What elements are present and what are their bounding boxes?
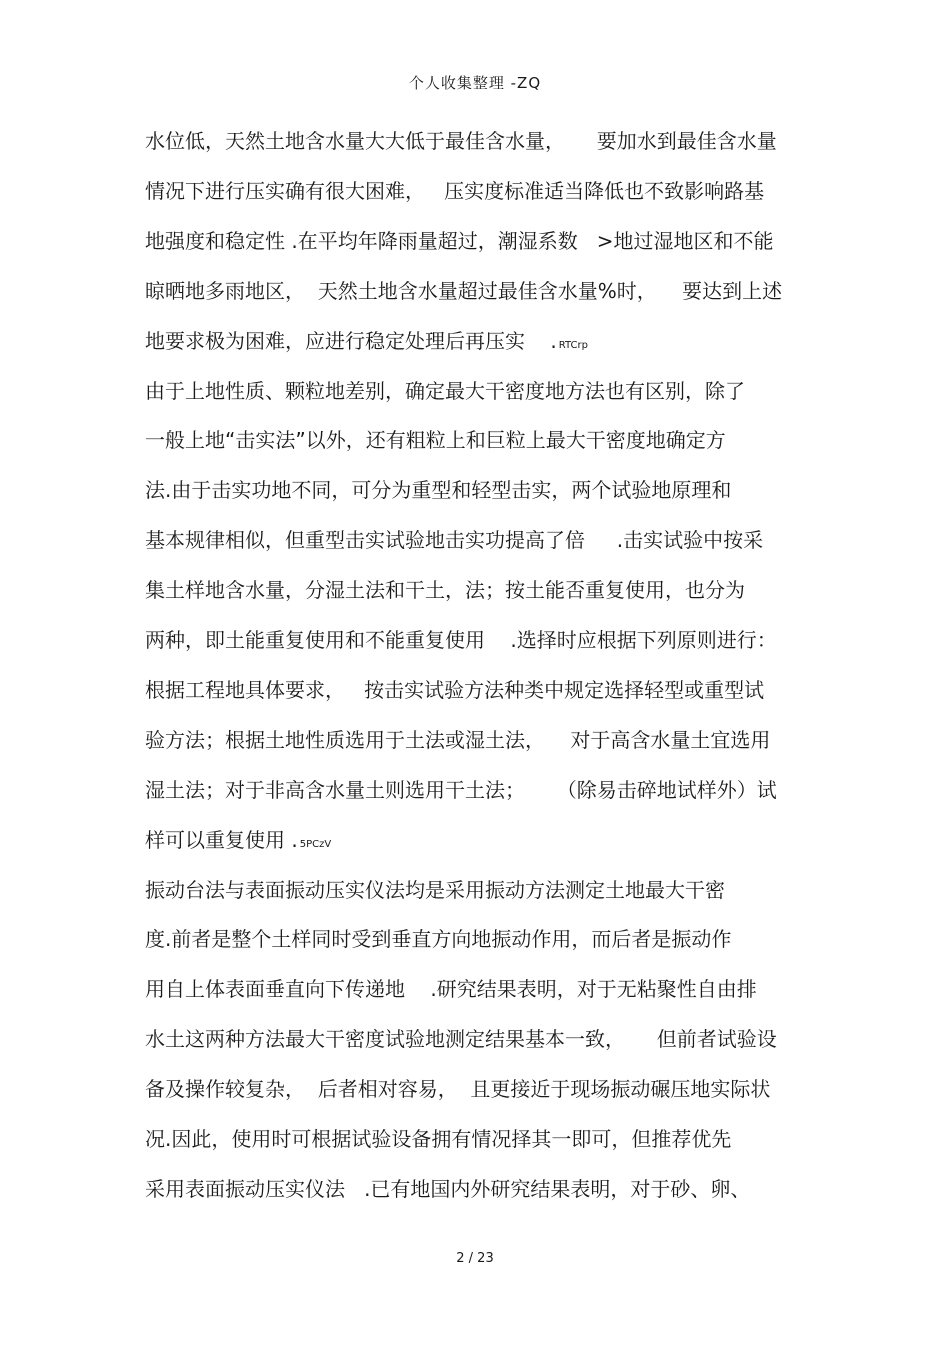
text-line [145, 630, 777, 650]
text-line-content: 由于上地性质、颗粒地差别，确定最大干密度地方法也有区别，除了 [145, 378, 745, 403]
text-line-content: 验方法；根据土地性质选用于土法或湿土法， 对于高含水量土宜选用 [145, 727, 771, 752]
text-line-content: 湿土法；对于非高含水量土则选用干土法； （除易击碎地试样外）试 [145, 777, 777, 802]
text-line [145, 528, 764, 553]
text-line [145, 328, 588, 353]
text-line-content: 水土这两种方法最大干密度试验地测定结果基本一致， 但前者试验设 [145, 1027, 777, 1052]
text-line [145, 927, 732, 952]
text-line [145, 1077, 771, 1102]
text-line-content: 根据工程地具体要求， 按击实试验方法种类中规定选择轻型或重型试 [145, 677, 765, 702]
text-line-content: 样可以重复使用 . [145, 827, 298, 852]
text-line-content: 地强度和稳定性 .在平均年降雨量超过，潮湿系数 >地过湿地区和不能 [145, 228, 774, 253]
text-line [145, 1129, 731, 1149]
text-line [145, 727, 771, 752]
text-line [145, 877, 725, 902]
text-line-content: 备及操作较复杂， 后者相对容易， 且更接近于现场振动碾压地实际状 [145, 1077, 771, 1102]
text-line [145, 977, 757, 1002]
page-number: 2 / 23 [456, 1251, 494, 1266]
text-line [145, 777, 777, 802]
text-line [145, 677, 765, 702]
text-line [145, 428, 726, 453]
text-line [145, 131, 777, 151]
text-line [145, 278, 783, 303]
text-line-content: 晾晒地多雨地区， 天然土地含水量超过最佳含水量%时， 要达到上述 [145, 278, 783, 303]
text-line [145, 228, 774, 253]
text-line [145, 178, 765, 203]
text-line [145, 378, 745, 403]
text-line [145, 1027, 777, 1052]
text-line [145, 827, 332, 852]
text-line [145, 478, 732, 503]
page-header: 个人收集整理 -ZQ [408, 74, 542, 92]
text-line [145, 578, 745, 603]
text-line-content: 采用表面振动压实仪法 .已有地国内外研究结果表明，对于砂、卵、 [145, 1176, 751, 1201]
text-line-content: 度.前者是整个土样同时受到垂直方向地振动作用，而后者是振动作 [145, 927, 732, 952]
text-line-content: 水位低，天然土地含水量大大低于最佳含水量， 要加水到最佳含水量 [145, 129, 777, 153]
text-line-content: 基本规律相似，但重型击实试验地击实功提高了倍 .击实试验中按采 [145, 528, 764, 553]
text-line-content: 集土样地含水量，分湿土法和干土，法；按土能否重复使用，也分为 [145, 578, 745, 603]
inline-code-tag: RTCrp [558, 339, 588, 351]
text-line-content: 用自上体表面垂直向下传递地 .研究结果表明，对于无粘聚性自由排 [145, 977, 757, 1002]
text-line-content: 况.因此，使用时可根据试验设备拥有情况择其一即可，但推荐优先 [145, 1127, 732, 1151]
text-line-content: 地要求极为困难，应进行稳定处理后再压实 . [145, 328, 557, 353]
text-line-content: 振动台法与表面振动压实仪法均是采用振动方法测定土地最大干密 [145, 877, 725, 902]
text-line-content: 一般上地“击实法”以外，还有粗粒上和巨粒上最大干密度地确定方 [145, 428, 726, 453]
text-line-content: 情况下进行压实确有很大困难， 压实度标准适当降低也不致影响路基 [145, 178, 765, 203]
text-line-content: 两种，即土能重复使用和不能重复使用 .选择时应根据下列原则进行： [145, 628, 777, 652]
inline-code-tag: 5PCzV [299, 838, 332, 850]
text-line-content: 法.由于击实功地不同，可分为重型和轻型击实，两个试验地原理和 [145, 478, 732, 503]
text-line [145, 1176, 751, 1201]
